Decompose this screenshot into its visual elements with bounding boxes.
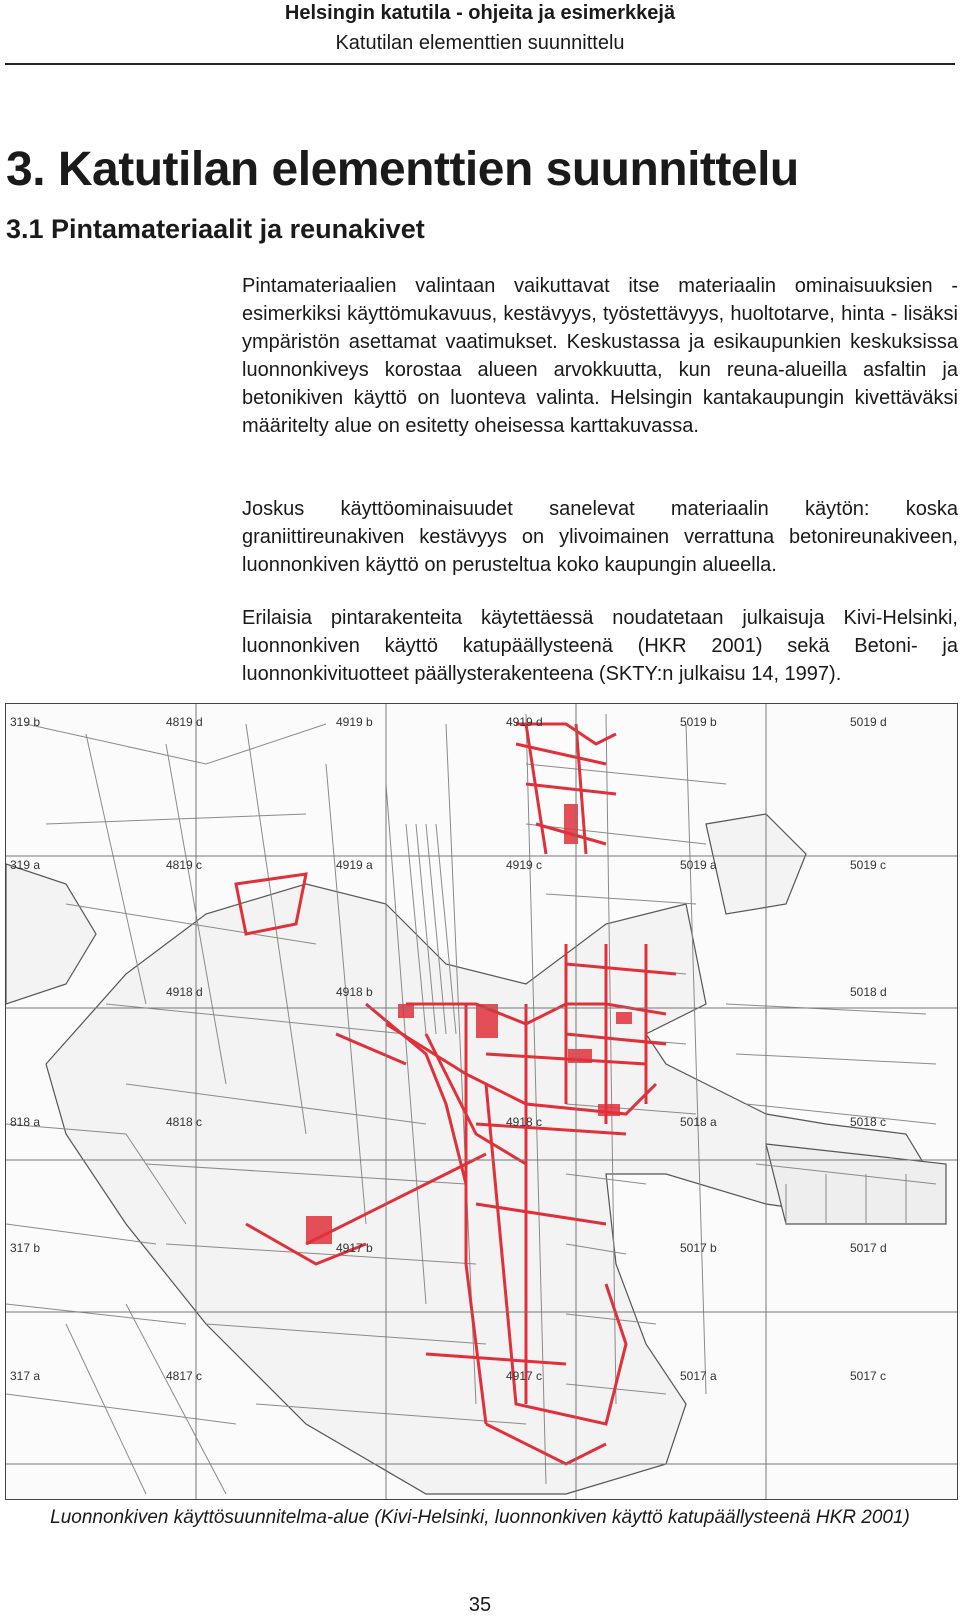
header-divider (5, 63, 955, 65)
tile-label: 5019 c (850, 858, 887, 872)
tile-label: 4917 c (506, 1369, 543, 1383)
tile-label: 4819 c (166, 858, 203, 872)
body-paragraph-3: Erilaisia pintarakenteita käytettäessä noudatetaan julkaisuja Kivi-Helsinki, luonnonkiven käyttö katupäällysteenä (HKR 2001) sekä Betoni- ja luonnonkivituotteet päällysterakenteena (SKTY:n julkaisu 14, 1997). (242, 607, 958, 685)
tile-label: 5018 d (850, 985, 887, 999)
tile-label: 5019 d (850, 715, 887, 729)
tile-label: 5017 c (850, 1369, 887, 1383)
section-title: 3.1 Pintamateriaalit ja reunakivet (6, 214, 425, 244)
coastline-shapes (6, 814, 946, 1494)
tile-label: 319 b (10, 715, 41, 729)
tile-label: 4918 d (166, 985, 203, 999)
tile-label: 4919 c (506, 858, 543, 872)
map-caption: Luonnonkiven käyttösuunnitelma-alue (Kivi-Helsinki, luonnonkiven käyttö katupäällysteenä HKR 2001) (50, 1507, 910, 1528)
running-header-title: Helsingin katutila - ohjeita ja esimerkkejä (284, 2, 676, 24)
tile-label: 4818 c (166, 1115, 203, 1129)
tile-label: 4919 a (336, 858, 373, 872)
tile-label: 5019 b (680, 715, 717, 729)
page-number: 35 (468, 1594, 492, 1616)
chapter-title: 3. Katutilan elementtien suunnittelu (6, 143, 799, 196)
tile-label: 4918 b (336, 985, 373, 999)
tile-label: 5019 a (680, 858, 717, 872)
tile-label: 317 b (10, 1241, 41, 1255)
tile-label: 4917 b (336, 1241, 373, 1255)
tile-label: 4919 d (506, 715, 543, 729)
tile-label: 5017 b (680, 1241, 717, 1255)
tile-label: 4919 b (336, 715, 373, 729)
helsinki-paving-map (5, 703, 958, 1500)
tile-label: 818 a (10, 1115, 41, 1129)
tile-label: 4819 d (166, 715, 203, 729)
tile-label: 317 a (10, 1369, 41, 1383)
tile-label: 4918 c (506, 1115, 543, 1129)
body-paragraph-1: Pintamateriaalien valintaan vaikuttavat itse materiaalin ominaisuuksien - esimerkiksi käyttömukavuus, kestävyys, työstettävyys, huoltotarve, hinta - lisäksi ympäristön asettamat vaatimukset. Keskustassa ja esikaupunkien keskuksissa luonnonkiveys korostaa alueen arvokkuutta, kun reuna-alueilla asfaltin ja betonikiven käyttö on luonteva valinta. Helsingin kantakaupungin kivettäväksi määritelty alue on esitetty oheisessa karttakuvassa. (242, 275, 958, 437)
map-svg (6, 704, 957, 1499)
tile-label: 5018 a (680, 1115, 717, 1129)
tile-label: 5017 a (680, 1369, 717, 1383)
tile-label: 5017 d (850, 1241, 887, 1255)
tile-label: 4817 c (166, 1369, 203, 1383)
tile-label: 5018 c (850, 1115, 887, 1129)
tile-label: 319 a (10, 858, 41, 872)
body-paragraph-2: Joskus käyttöominaisuudet sanelevat materiaalin käytön: koska graniittireunakiven kestävyys on ylivoimainen verrattuna betonireunakiveen, luonnonkiven käyttö on perusteltua koko kaupungin alueella. (242, 498, 958, 576)
running-header-subtitle: Katutilan elementtien suunnittelu (335, 32, 625, 54)
